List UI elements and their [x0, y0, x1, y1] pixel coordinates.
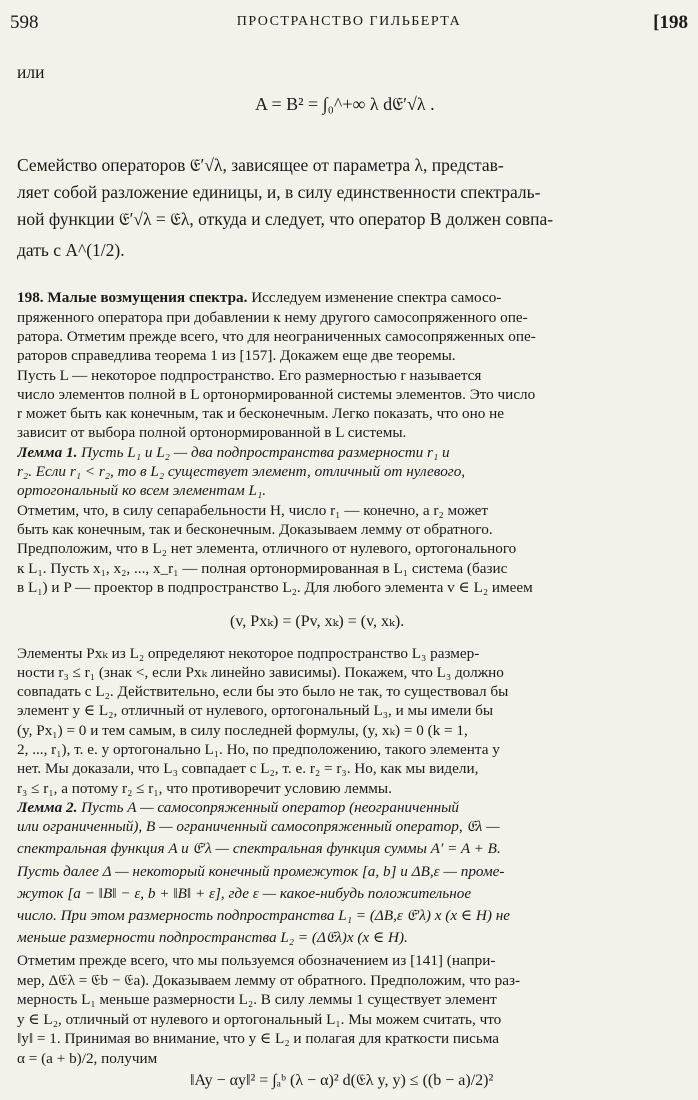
paragraph-line: Элементы Pxₖ из L₂ определяют некоторое подпространство L₃ размер- — [17, 645, 480, 662]
word-or: или — [17, 62, 45, 82]
paragraph-line: мерность L₁ меньше размерности L₂. В силу леммы 1 существует элемент — [17, 991, 497, 1008]
paragraph-line: ‖y‖ = 1. Принимая во внимание, что y ∈ L₂ и полагая для краткости письма — [17, 1030, 500, 1047]
paragraph-line: совпадать с L₂. Действительно, если бы это было не так, то существовал бы — [17, 683, 509, 700]
paragraph-text: Исследуем изменение спектра самосо- — [251, 289, 502, 306]
lemma-line: или ограниченный), B — ограниченный самосопряженный оператор, 𝔈λ — — [17, 818, 500, 835]
paragraph-line: Отметим прежде всего, что мы пользуемся обозначением из [141] (напри- — [17, 952, 496, 969]
section-heading-line — [17, 288, 683, 308]
paragraph-line: Предположим, что в L₂ нет элемента, отличного от нулевого, ортогонального — [17, 540, 517, 557]
paragraph-line: y ∈ L₂, отличный от нулевого и ортогональный L₁. Мы можем считать, что — [17, 1011, 502, 1028]
lemma-line: число. При этом размерность подпространства L₁ = (ΔB,ε 𝔈′λ) x (x ∈ H) не — [17, 907, 511, 924]
formula-projection: (v, Pxₖ) = (Pv, xₖ) = (v, xₖ). — [230, 613, 405, 630]
paragraph-line: Пусть L — некоторое подпространство. Его размерностью r называется — [17, 367, 482, 384]
paragraph-line — [17, 1049, 683, 1069]
lemma-text: Пусть L₁ и L₂ — два подпространства размерности r₁ и — [81, 444, 450, 461]
paragraph-line: r может быть как конечным, так и бесконечным. Легко показать, что оно не — [17, 405, 505, 422]
page-number: 598 — [10, 12, 39, 33]
formula-final-estimate: ‖Ay − αy‖² = ∫ₐᵇ (λ − α)² d(𝔈λ y, y) ≤ ((b − a)/2)² — [190, 1072, 494, 1089]
paragraph-line: 2, ..., r₁), т. е. y ортогонально L₁. Но, по предположению, такого элемента y — [17, 741, 500, 758]
lemma-text: Пусть A — самосопряженный оператор (неограниченный — [81, 799, 460, 816]
lemma-1-label: Лемма 1. — [17, 444, 78, 461]
paragraph-line: ности r₃ ≤ r₁ (знак <, если Pxₖ линейно зависимы). Покажем, что L₃ должно — [17, 664, 504, 681]
paragraph-line: число элементов полной в L ортонормированной системы элементов. Это число — [17, 386, 536, 403]
paragraph-line: Отметим, что, в силу сепарабельности H, число r₁ — конечно, а r₂ может — [17, 502, 489, 519]
lemma-1-line — [17, 443, 683, 463]
word-we-get: получим — [101, 1050, 158, 1067]
lemma-line: спектральная функция A и 𝔈′λ — спектральная функция суммы A′ = A + B. — [17, 840, 501, 857]
paragraph-line: пряженного оператора при добавлении к нему другого самосопряженного опе- — [17, 309, 528, 326]
lemma-2-label: Лемма 2. — [17, 799, 78, 816]
paragraph-line: (y, Px₁) = 0 и тем самым, в силу последней формулы, (y, xₖ) = 0 (k = 1, — [17, 722, 468, 739]
paragraph-line: элемент y ∈ L₂, отличный от нулевого, ортогональный L₃, и мы имели бы — [17, 702, 494, 719]
paragraph-line: ной функции 𝔈′√λ = 𝔈λ, откуда и следует, что оператор B должен совпа- — [17, 209, 554, 229]
paragraph-line: быть как конечным, так и бесконечным. Доказываем лемму от обратного. — [17, 521, 493, 538]
paragraph-line: ляет собой разложение единицы, и, в силу единственности спектраль- — [17, 182, 541, 202]
running-title: ПРОСТРАНСТВО ГИЛЬБЕРТА — [236, 14, 462, 29]
paragraph-line: r₃ ≤ r₁, а потому r₂ ≤ r₁, что противоречит условию леммы. — [17, 780, 392, 797]
lemma-line: жуток [a − ‖B‖ − ε, b + ‖B‖ + ε], где ε — какое-нибудь положительное — [17, 885, 472, 902]
paragraph-line: Семейство операторов 𝔈′√λ, зависящее от параметра λ, представ- — [17, 155, 504, 175]
paragraph-line: ратора. Отметим прежде всего, что для неограниченных самосопряженных опе- — [17, 328, 536, 345]
lemma-line: меньше размерности подпространства L₂ = (Δ𝔈λ)x (x ∈ H). — [17, 929, 408, 946]
lemma-2-line — [17, 798, 683, 818]
paragraph-line: зависит от выбора полной ортонормированной в L системы. — [17, 424, 407, 441]
paragraph-line: раторов справедлива теорема 1 из [157]. Докажем еще две теоремы. — [17, 347, 456, 364]
paragraph-line: к L₁. Пусть x₁, x₂, ..., x_r₁ — полная ортонормированная в L₁ система (базис — [17, 560, 508, 577]
alpha-definition: α = (a + b)/2, — [17, 1050, 98, 1067]
paragraph-line: нет. Мы доказали, что L₃ совпадает с L₂, т. е. r₂ = r₃. Но, как мы видели, — [17, 760, 479, 777]
paragraph-line: мер, Δ𝔈λ = 𝔈b − 𝔈a). Доказываем лемму от обратного. Предположим, что раз- — [17, 972, 521, 989]
page-header — [10, 12, 688, 38]
lemma-line: r₂. Если r₁ < r₂, то в L₂ существует элемент, отличный от нулевого, — [17, 463, 466, 480]
lemma-line: ортогональный ко всем элементам L₁. — [17, 482, 267, 499]
formula-sqrt-operator: A = B² = ∫₀^+∞ λ d𝔈′√λ . — [255, 94, 435, 114]
section-number: [198 — [653, 12, 688, 33]
paragraph-line: дать с A^(1/2). — [17, 240, 125, 260]
paragraph-line: в L₁) и P — проектор в подпространство L₂. Для любого элемента v ∈ L₂ имеем — [17, 579, 533, 596]
lemma-line: Пусть далее Δ — некоторый конечный промежуток [a, b] и ΔB,ε — проме- — [17, 863, 505, 880]
section-heading: 198. Малые возмущения спектра. — [17, 289, 248, 306]
